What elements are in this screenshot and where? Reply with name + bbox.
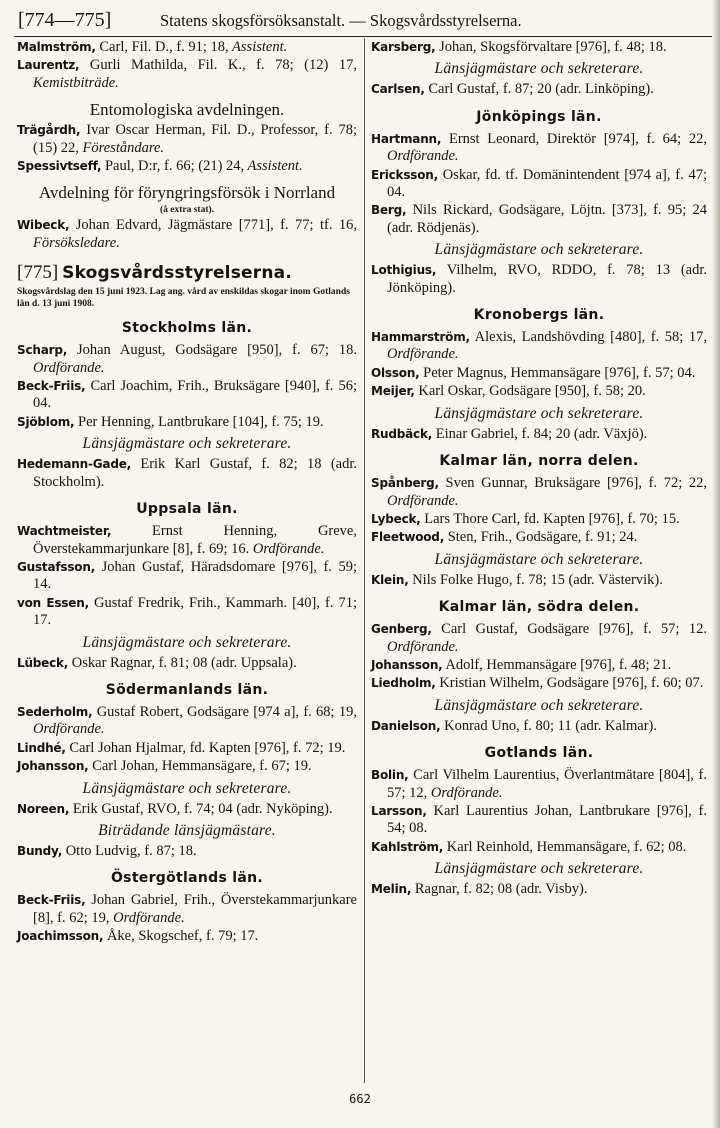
member-entry: [17, 122, 357, 157]
member-details: Oskar Ragnar, f. 81; 08 (adr. Uppsala).: [68, 654, 297, 671]
member-entry: [371, 803, 707, 838]
member-name: Bolin,: [371, 768, 409, 783]
member-name: Johansson,: [17, 759, 89, 774]
member-entry: [371, 365, 707, 382]
member-entry: [371, 202, 707, 237]
column-divider: [364, 38, 365, 1083]
member-details: Carl Vilhelm Laurentius, Överlantmätare [804], f. 57; 12,: [387, 767, 707, 801]
member-entry: [371, 167, 707, 202]
member-entry: [17, 378, 357, 413]
member-title: Ordförande.: [387, 148, 459, 165]
member-entry: [371, 262, 707, 297]
member-name: Sederholm,: [17, 704, 93, 719]
member-entry: [371, 718, 707, 735]
member-name: Noreen,: [17, 801, 70, 816]
member-entry: [17, 740, 357, 757]
section-note: Skogsvårdslag den 15 juni 1923. Lag ang. vård av enskildas skogar inom Gotlands län d. 13 juni 1908.: [17, 287, 350, 310]
member-entry: [371, 329, 707, 364]
member-name: Meijer,: [371, 384, 415, 399]
member-title: Ordförande.: [33, 359, 105, 376]
role-heading: Länsjägmästare och sekreterare.: [82, 633, 292, 651]
member-entry: [17, 758, 357, 775]
member-name: Gustafsson,: [17, 559, 96, 574]
member-details: Carl Joachim, Frih., Bruksägare [940], f. 56; 04.: [33, 378, 357, 412]
member-entry: [371, 383, 707, 400]
member-entry: [17, 158, 357, 175]
member-details: Sven Gunnar, Bruksägare [976], f. 72; 22,: [438, 475, 707, 492]
member-name: Klein,: [371, 572, 409, 587]
member-name: Malmström,: [17, 40, 96, 54]
page-header: [14, 6, 714, 37]
page-number: 662: [349, 1092, 371, 1106]
member-entry: [371, 675, 707, 692]
member-name: Lybeck,: [371, 511, 421, 526]
member-details: Gustaf Robert, Godsägare [974 a], f. 68; 19,: [92, 703, 357, 720]
running-title: Statens skogsförsöksanstalt. — Skogsvårdsstyrelserna.: [160, 11, 522, 30]
member-entry: [17, 39, 357, 56]
role-heading: Länsjägmästare och sekreterare.: [434, 60, 644, 78]
member-details: Carl Johan, Hemmansägare, f. 67; 19.: [88, 758, 312, 775]
member-entry: [371, 572, 707, 589]
member-title: Ordförande.: [427, 784, 503, 801]
member-entry: [17, 655, 357, 672]
member-details: Ernst Henning, Greve, Överstekammarjunkare [8], f. 69; 16.: [33, 523, 357, 557]
role-heading: Länsjägmästare och sekreterare.: [434, 241, 644, 259]
member-title: Kemistbiträde.: [33, 74, 119, 91]
member-details: Peter Magnus, Hemmansägare [976], f. 57; 04.: [419, 364, 696, 381]
department-heading: Avdelning för föryngringsförsök i Norrland: [38, 183, 336, 203]
county-heading: Jönköpings län.: [476, 108, 602, 125]
department-heading: Entomologiska avdelningen.: [89, 100, 285, 120]
right-column: [371, 39, 707, 900]
member-entry: [371, 511, 707, 528]
member-title: Försöksledare.: [33, 234, 120, 251]
member-name: Melin,: [371, 882, 412, 897]
member-details: Lars Thore Carl, fd. Kapten [976], f. 70; 15.: [420, 510, 680, 527]
member-name: Scharp,: [17, 343, 68, 358]
member-title: Ordförande.: [33, 721, 105, 738]
section-number: [775]: [17, 262, 59, 284]
member-details: Johan August, Godsägare [950], f. 67; 18.: [67, 342, 357, 359]
role-heading: Biträdande länsjägmästare.: [98, 821, 276, 839]
member-entry: [371, 621, 707, 656]
member-name: Lindhé,: [17, 740, 66, 755]
member-name: Berg,: [371, 203, 407, 218]
role-heading: Länsjägmästare och sekreterare.: [434, 696, 644, 714]
member-details: Johan Edvard, Jägmästare [771], f. 77; tf. 16,: [69, 217, 357, 234]
member-title: Ordförande.: [249, 540, 325, 557]
member-title: Ordförande.: [387, 638, 459, 655]
member-entry: [371, 529, 707, 546]
member-details: Kristian Wilhelm, Godsägare [976], f. 60; 07.: [435, 675, 704, 692]
county-heading: Kronobergs län.: [473, 307, 605, 324]
member-details: Nils Rickard, Godsägare, Löjtn. [373], f. 95; 24 (adr. Rödjenäs).: [387, 202, 707, 236]
member-details: Erik Karl Gustaf, f. 82; 18 (adr. Stockholm).: [33, 456, 357, 490]
page-range: [774—775]: [18, 9, 112, 31]
role-heading: Länsjägmästare och sekreterare.: [434, 404, 644, 422]
member-details: Sten, Frih., Godsägare, f. 91; 24.: [444, 529, 638, 546]
member-details: Karl Laurentius Johan, Lantbrukare [976], f. 54; 08.: [387, 802, 707, 837]
member-entry: [17, 928, 357, 945]
member-entry: [17, 559, 357, 594]
member-entry: [17, 523, 357, 558]
member-name: Larsson,: [371, 803, 427, 818]
member-name: Spessivtseff,: [17, 159, 102, 174]
member-title: Ordförande.: [109, 909, 185, 926]
member-name: Fleetwood,: [371, 530, 445, 545]
member-entry: [371, 81, 707, 98]
member-title: Ordförande.: [387, 492, 459, 509]
member-title: Assistent.: [244, 158, 303, 175]
member-name: Liedholm,: [371, 676, 436, 691]
left-column: [17, 39, 357, 947]
page-edge-shadow: [712, 0, 720, 1128]
member-details: Konrad Uno, f. 80; 11 (adr. Kalmar).: [440, 717, 657, 734]
member-entry: [371, 657, 707, 674]
member-details: Åke, Skogschef, f. 79; 17.: [103, 928, 259, 945]
member-name: Sjöblom,: [17, 414, 75, 429]
member-entry: [17, 217, 357, 252]
member-name: von Essen,: [17, 595, 89, 610]
member-details: Gurli Mathilda, Fil. K., f. 78; (12) 17,: [79, 57, 357, 74]
member-details: Nils Folke Hugo, f. 78; 15 (adr. Västervik).: [408, 571, 663, 588]
member-name: Hammarström,: [371, 330, 470, 345]
county-heading: Gotlands län.: [484, 745, 594, 762]
member-name: Johansson,: [371, 657, 443, 672]
member-details: Carl Gustaf, Godsägare [976], f. 57; 12.: [431, 621, 707, 638]
member-details: Einar Gabriel, f. 84; 20 (adr. Växjö).: [432, 425, 648, 442]
member-entry: [17, 892, 357, 927]
member-name: Danielson,: [371, 718, 441, 733]
county-heading: Stockholms län.: [121, 320, 253, 337]
section-heading: [17, 262, 357, 284]
member-name: Rudbäck,: [371, 426, 433, 441]
member-entry: [371, 426, 707, 443]
member-details: Erik Gustaf, RVO, f. 74; 04 (adr. Nyköping).: [69, 800, 333, 817]
member-name: Joachimsson,: [17, 929, 104, 944]
member-entry: [17, 57, 357, 92]
member-entry: [17, 456, 357, 491]
member-entry: [371, 767, 707, 802]
role-heading: Länsjägmästare och sekreterare.: [434, 860, 644, 878]
member-name: Trägårdh,: [17, 123, 81, 138]
member-entry: [17, 843, 357, 860]
section-title: Skogsvårdsstyrelserna.: [62, 263, 292, 284]
county-heading: Kalmar län, södra delen.: [438, 599, 640, 616]
member-details: Ivar Oscar Herman, Fil. D., Professor, f. 78; (15) 22,: [33, 122, 357, 156]
member-details: Adolf, Hemmansägare [976], f. 48; 21.: [442, 656, 672, 673]
member-title: Ordförande.: [387, 346, 459, 363]
role-heading: Länsjägmästare och sekreterare.: [82, 435, 292, 453]
member-entry: [371, 39, 707, 56]
member-details: Johan Gustaf, Häradsdomare [976], f. 59; 14.: [33, 558, 357, 593]
member-details: Per Henning, Lantbrukare [104], f. 75; 19.: [74, 413, 324, 430]
member-details: Johan, Skogsförvaltare [976], f. 48; 18.: [435, 39, 667, 55]
member-name: Spånberg,: [371, 476, 439, 491]
member-details: Gustaf Fredrik, Frih., Kammarh. [40], f. 71; 17.: [33, 594, 357, 629]
member-details: Carl Johan Hjalmar, fd. Kapten [976], f. 72; 19.: [65, 739, 346, 756]
member-name: Bundy,: [17, 843, 63, 858]
county-heading: Södermanlands län.: [105, 681, 269, 698]
member-details: Carl Gustaf, f. 87; 20 (adr. Linköping).: [424, 81, 654, 98]
member-entry: [17, 595, 357, 630]
member-name: Laurentz,: [17, 58, 80, 73]
member-details: Ragnar, f. 82; 08 (adr. Visby).: [411, 881, 588, 898]
county-heading: Kalmar län, norra delen.: [439, 453, 639, 470]
member-name: Beck-Friis,: [17, 893, 86, 908]
member-name: Lothigius,: [371, 263, 437, 278]
member-details: Carl, Fil. D., f. 91; 18,: [95, 39, 229, 55]
county-heading: Östergötlands län.: [110, 870, 264, 887]
member-entry: [371, 881, 707, 898]
member-details: Paul, D:r, f. 66; (21) 24,: [101, 158, 245, 175]
member-entry: [371, 131, 707, 166]
member-details: Karl Oskar, Godsägare [950], f. 58; 20.: [414, 383, 646, 400]
member-entry: [17, 414, 357, 431]
member-name: Olsson,: [371, 365, 420, 380]
member-name: Hartmann,: [371, 131, 442, 146]
member-details: Karl Reinhold, Hemmansägare, f. 62; 08.: [443, 838, 687, 855]
role-heading: Länsjägmästare och sekreterare.: [434, 550, 644, 568]
member-entry: [371, 839, 707, 856]
member-name: Genberg,: [371, 622, 432, 637]
member-title: Assistent.: [228, 39, 288, 55]
member-entry: [371, 475, 707, 510]
member-name: Karsberg,: [371, 40, 436, 54]
member-entry: [17, 342, 357, 377]
member-name: Hedemann-Gade,: [17, 457, 132, 472]
member-name: Wibeck,: [17, 218, 70, 233]
member-entry: [17, 704, 357, 739]
member-name: Ericksson,: [371, 167, 438, 182]
member-details: Vilhelm, RVO, RDDO, f. 78; 13 (adr. Jönköping).: [387, 262, 707, 296]
member-details: Otto Ludvig, f. 87; 18.: [62, 842, 197, 859]
county-heading: Uppsala län.: [136, 501, 238, 518]
member-details: Johan Gabriel, Frih., Överstekammarjunkare [8], f. 62; 19,: [33, 892, 357, 926]
member-title: Föreståndare.: [78, 139, 165, 156]
member-name: Carlsen,: [371, 82, 425, 97]
role-heading: Länsjägmästare och sekreterare.: [82, 779, 292, 797]
member-name: Lübeck,: [17, 655, 69, 670]
department-note: (å extra stat).: [159, 205, 215, 216]
member-details: Oskar, fd. tf. Domänintendent [974 a], f. 47; 04.: [387, 166, 707, 201]
member-details: Ernst Leonard, Direktör [974], f. 64; 22,: [441, 130, 707, 147]
member-name: Kahlström,: [371, 839, 444, 854]
member-entry: [17, 801, 357, 818]
member-name: Beck-Friis,: [17, 379, 86, 394]
member-name: Wachtmeister,: [17, 524, 112, 539]
member-details: Alexis, Landshövding [480], f. 58; 17,: [469, 329, 707, 346]
